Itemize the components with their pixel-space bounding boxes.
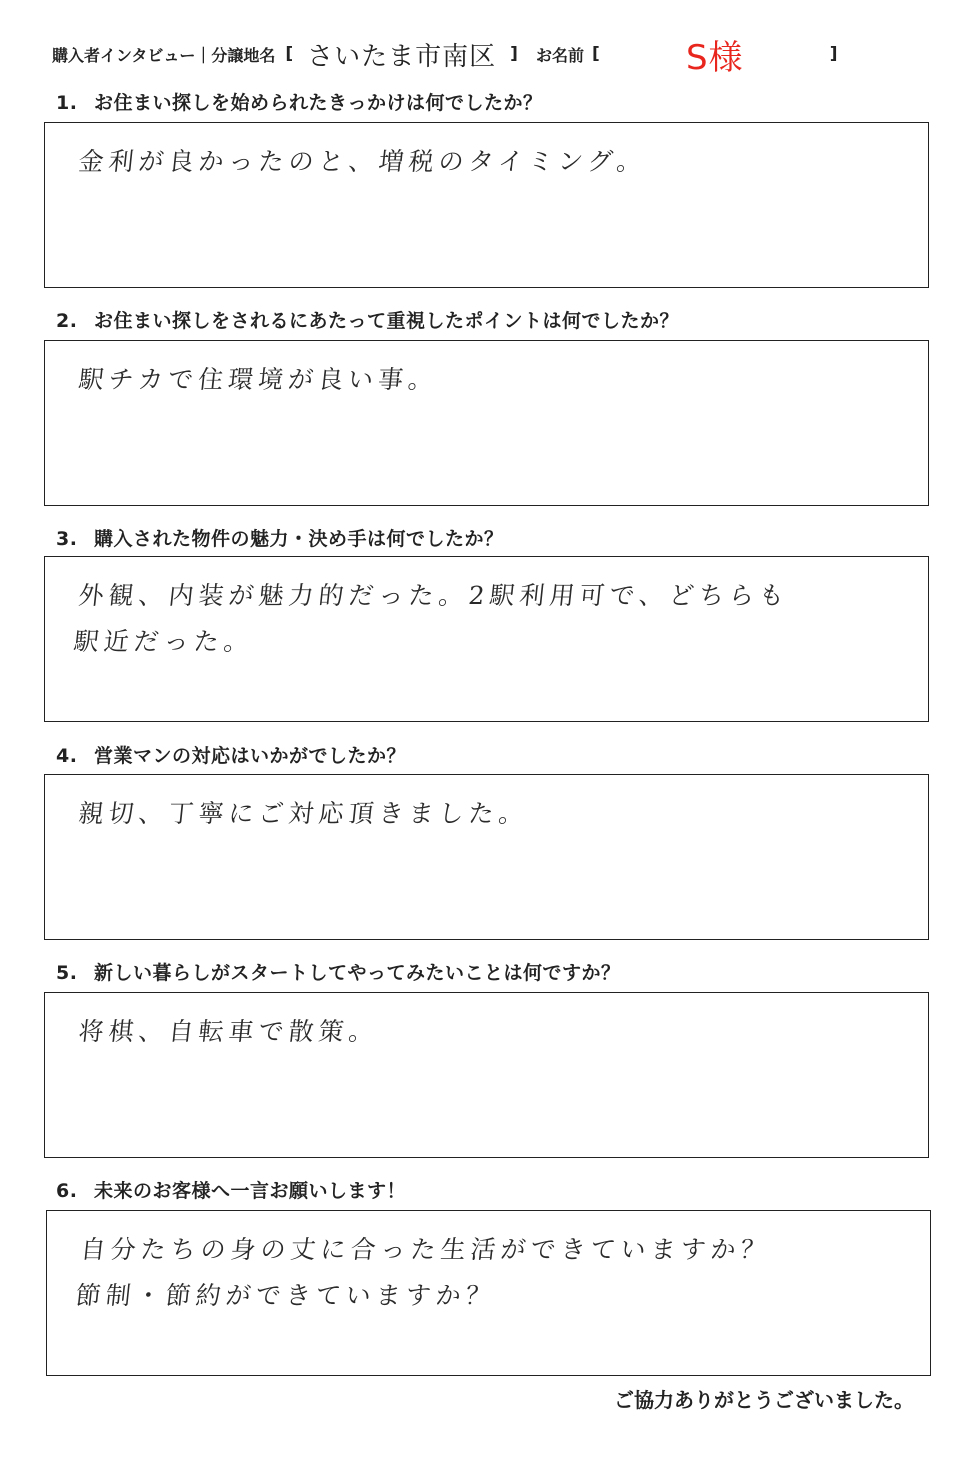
customer-name: S様 xyxy=(685,37,744,78)
answer-text: 自分たちの身の丈に合った生活ができていますか？ 節制・節約ができていますか？ xyxy=(74,1235,773,1310)
answer-text: 親切、丁寧にご対応頂きました。 xyxy=(77,799,531,828)
question-number: 3. xyxy=(56,528,78,550)
name-label: お名前 xyxy=(535,45,584,65)
site-close-bracket: ] xyxy=(510,44,518,64)
site-open-bracket: [ xyxy=(285,44,294,64)
question-5 xyxy=(56,958,621,985)
question-3 xyxy=(56,524,504,551)
interview-label: 購入者インタビュー｜分譲地名 xyxy=(52,45,276,65)
answer-box-3 xyxy=(44,556,929,722)
question-text: お住まい探しをされるにあたって重視したポイントは何でしたか？ xyxy=(94,310,680,332)
question-text: 未来のお客様へ一言お願いします！ xyxy=(94,1180,407,1202)
name-slot xyxy=(600,30,830,79)
closing-message: ご協力ありがとうございました。 xyxy=(614,1388,914,1412)
question-number: 2. xyxy=(56,310,78,332)
question-4 xyxy=(56,741,406,768)
question-text: お住まい探しを始められたきっかけは何でしたか？ xyxy=(94,92,543,114)
question-text: 営業マンの対応はいかがでしたか？ xyxy=(94,745,407,767)
question-number: 6. xyxy=(56,1180,78,1202)
interview-header xyxy=(52,36,932,78)
answer-box-1 xyxy=(44,122,929,288)
answer-box-4 xyxy=(44,774,929,940)
name-close-bracket: ] xyxy=(829,44,838,64)
name-open-bracket: [ xyxy=(591,44,600,64)
question-6 xyxy=(56,1176,406,1203)
question-number: 4. xyxy=(56,745,78,767)
question-number: 5. xyxy=(56,962,78,984)
answer-text: 外観、内装が魅力的だった。2駅利用可で、どちらも 駅近だった。 xyxy=(72,581,791,656)
answer-box-2 xyxy=(44,340,929,506)
answer-text: 金利が良かったのと、増税のタイミング。 xyxy=(77,147,649,176)
site-name: さいたま市南区 xyxy=(307,41,497,72)
answer-text: 駅チカで住環境が良い事。 xyxy=(77,365,440,394)
answer-box-5 xyxy=(44,992,929,1158)
answer-box-6 xyxy=(46,1210,931,1376)
question-1 xyxy=(56,88,543,115)
question-2 xyxy=(56,306,679,333)
answer-text: 将棋、自転車で散策。 xyxy=(77,1017,381,1046)
question-text: 新しい暮らしがスタートしてやってみたいことは何ですか？ xyxy=(94,962,621,984)
question-number: 1. xyxy=(56,92,78,114)
question-text: 購入された物件の魅力・決め手は何でしたか？ xyxy=(94,528,504,550)
